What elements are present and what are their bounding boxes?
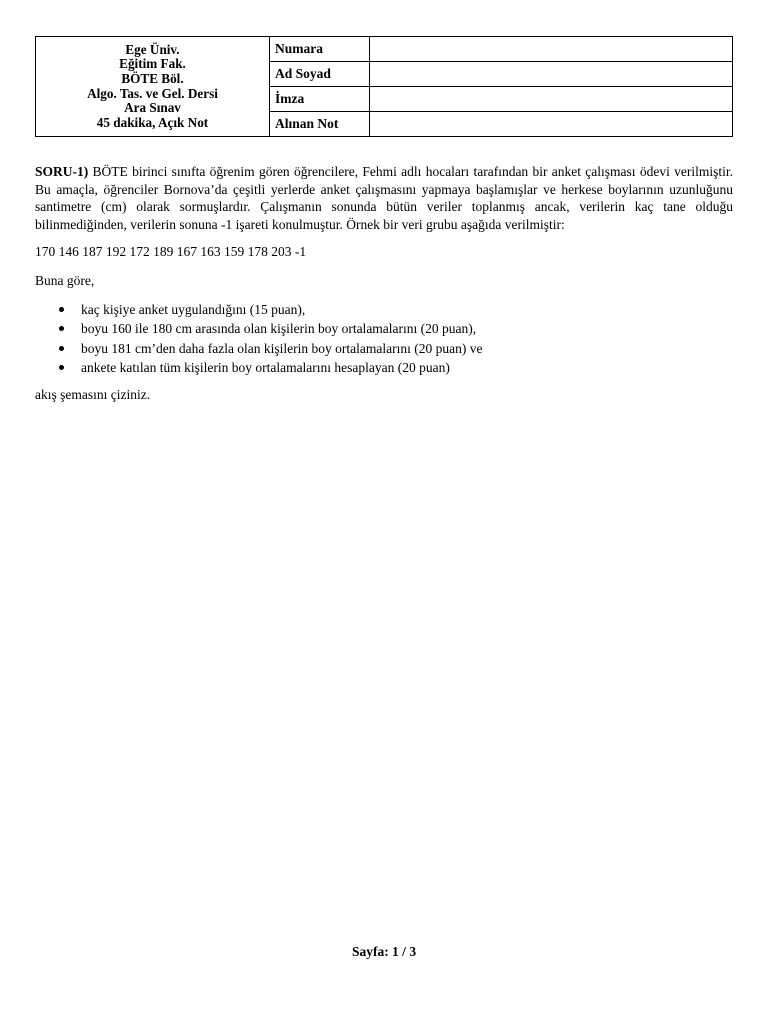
- field-label-signature: İmza: [270, 87, 370, 112]
- institution-info: [36, 37, 270, 137]
- institution-line-exam-type: Ara Sınav: [124, 100, 181, 116]
- field-value-number[interactable]: [370, 37, 733, 62]
- task-item: [35, 339, 483, 358]
- institution-line-faculty: Eğitim Fak.: [119, 56, 186, 72]
- task-item-text: ankete katılan tüm kişilerin boy ortalamalarını hesaplayan (20 puan): [81, 359, 450, 375]
- task-item: [35, 358, 483, 377]
- institution-line-university: Ege Üniv.: [125, 41, 180, 57]
- bullet-icon: [59, 326, 64, 331]
- exam-header-table: [35, 36, 733, 137]
- institution-line-duration: 45 dakika, Açık Not: [96, 114, 209, 130]
- field-value-signature[interactable]: [370, 87, 733, 112]
- field-label-name: Ad Soyad: [270, 62, 370, 87]
- sample-data-line: 170 146 187 192 172 189 167 163 159 178 203 -1: [35, 244, 307, 259]
- question-text: BÖTE birinci sınıfta öğrenim gören öğrencilere, Fehmi adlı hocaları tarafından bir anket çalışması ödevi verilmiştir. Bu amaçla, öğrenciler Bornova’da çeşitli yerlerde anket çalışmasını yapmaya başlamışlar ve herkese boylarının uzunluğunu santimetre (cm) olarak sormuşlardır. Çalışmanın sonunda bütün veriler toplanmış ancak, verilerin kaç tane olduğu bilinmediğinden, verilerin sonuna -1 işareti konulmuştur. Örnek bir veri grubu aşağıda verilmiştir:: [35, 164, 733, 232]
- bullet-icon: [59, 307, 64, 312]
- task-list: [35, 300, 483, 377]
- field-label-number: Numara: [270, 37, 370, 62]
- bullet-icon: [59, 346, 64, 351]
- task-item-text: boyu 160 ile 180 cm arasında olan kişilerin boy ortalamalarını (20 puan),: [81, 321, 477, 337]
- question-paragraph: [35, 163, 733, 233]
- question-intro: Buna göre,: [35, 273, 95, 288]
- field-value-name[interactable]: [370, 62, 733, 87]
- bullet-icon: [59, 365, 64, 370]
- task-item-text: kaç kişiye anket uygulandığını (15 puan),: [81, 302, 306, 317]
- task-item-text: boyu 181 cm’den daha fazla olan kişilerin boy ortalamalarını (20 puan) ve: [81, 340, 483, 356]
- field-value-grade[interactable]: [370, 112, 733, 137]
- institution-line-course: Algo. Tas. ve Gel. Dersi: [87, 85, 218, 101]
- page-number: Sayfa: 1 / 3: [351, 944, 417, 959]
- task-item: [35, 319, 483, 338]
- field-label-grade: Alınan Not: [270, 112, 370, 137]
- question-closing: akış şemasını çiziniz.: [35, 387, 151, 402]
- institution-line-department: BÖTE Böl.: [121, 70, 184, 86]
- question-number: SORU-1): [35, 164, 89, 179]
- task-item: [35, 300, 483, 319]
